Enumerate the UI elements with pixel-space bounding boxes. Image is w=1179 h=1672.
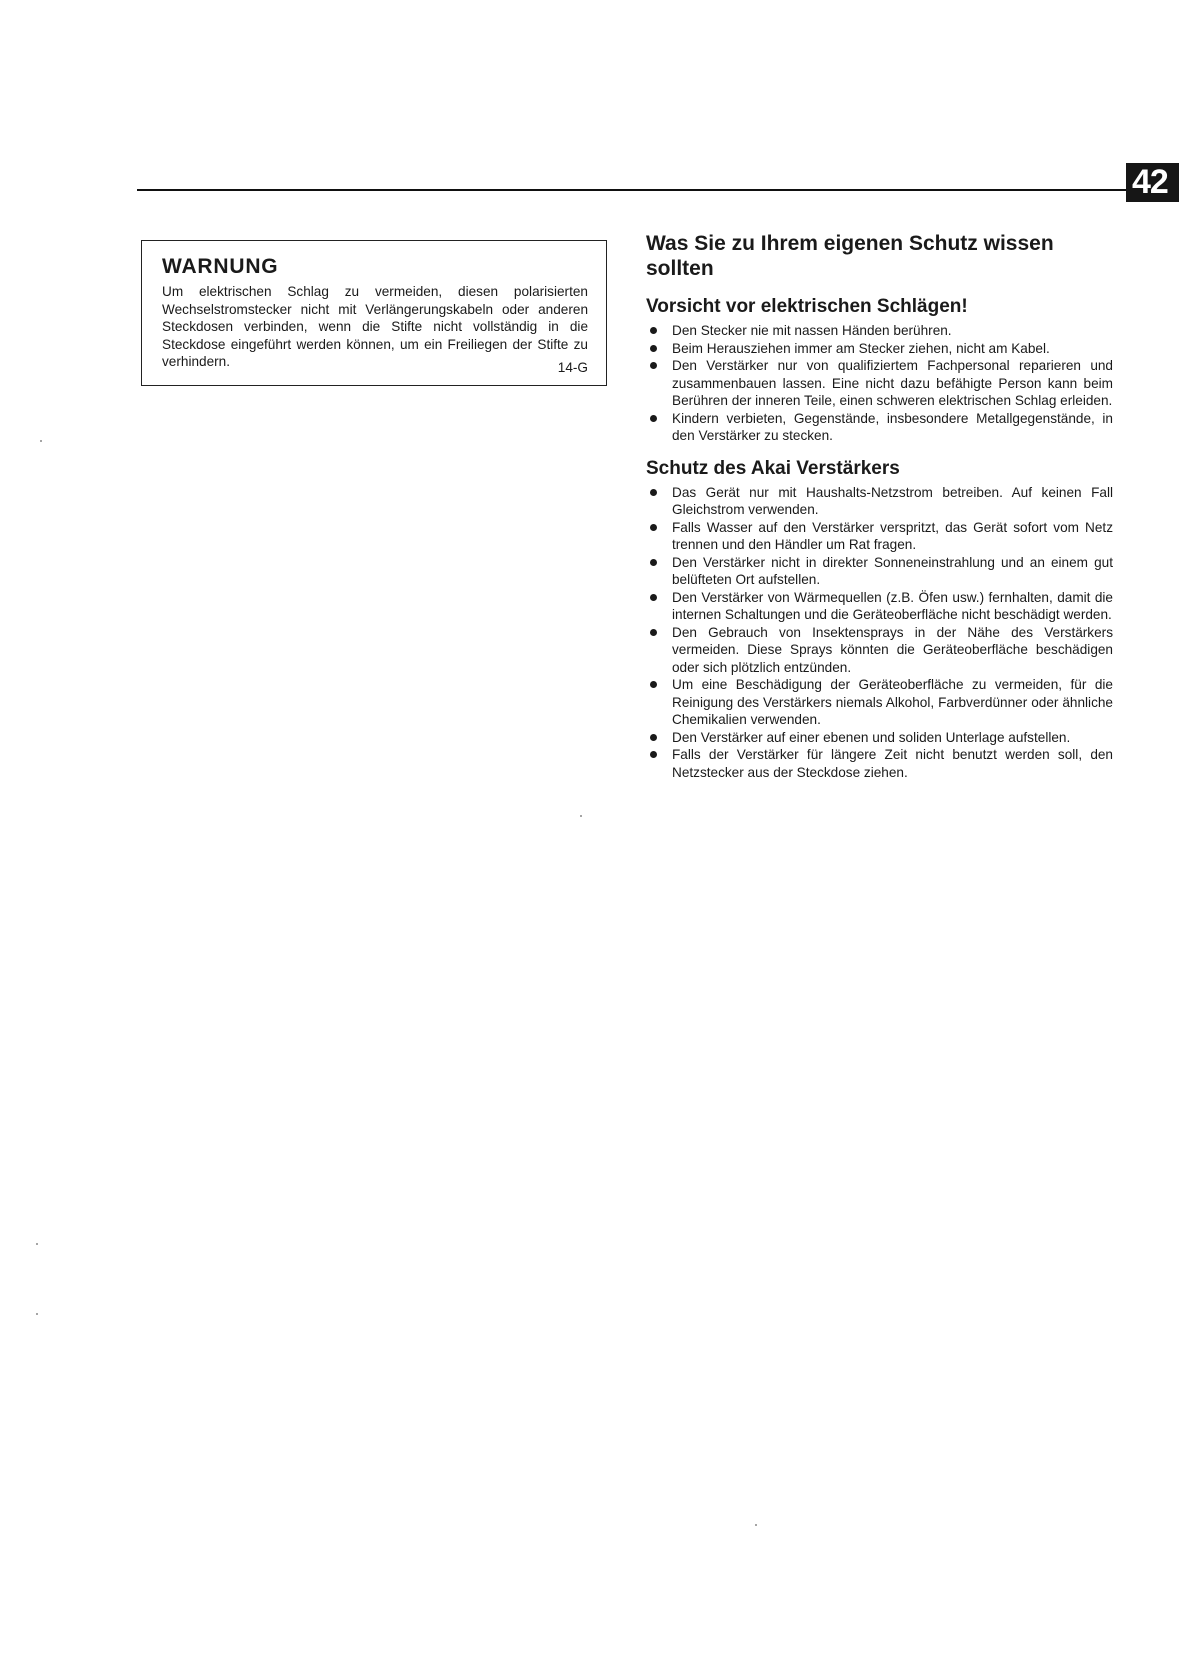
list-item: Den Verstärker auf einer ebenen und soliden Unterlage aufstellen. (646, 729, 1113, 747)
warning-code: 14-G (557, 360, 588, 375)
scan-speck (36, 1243, 38, 1245)
list-item: Falls Wasser auf den Verstärker verspritzt, das Gerät sofort vom Netz trennen und den Händler um Rat fragen. (646, 519, 1113, 554)
safety-column (646, 231, 1113, 781)
page-number-tab: 42 (1126, 163, 1179, 202)
scan-speck (40, 440, 42, 442)
header-rule (137, 189, 1139, 191)
scan-speck (755, 1524, 757, 1526)
list-item: Beim Herausziehen immer am Stecker ziehen, nicht am Kabel. (646, 340, 1113, 358)
list-item: Falls der Verstärker für längere Zeit nicht benutzt werden soll, den Netzstecker aus der Steckdose ziehen. (646, 746, 1113, 781)
warning-text: Um elektrischen Schlag zu vermeiden, diesen polarisierten Wechselstromstecker nicht mit Verlängerungskabeln oder anderen Steckdosen verbinden, wenn die Stifte nicht vollständig in die Steckdose eingeführt werden können, um ein Freiliegen der Stifte zu verhindern. (162, 284, 588, 370)
list-item: Den Verstärker von Wärmequellen (z.B. Öfen usw.) fernhalten, damit die internen Schaltungen und die Geräteoberfläche nicht beschädigt werden. (646, 589, 1113, 624)
section-heading-amplifier-protection: Schutz des Akai Verstärkers (646, 457, 900, 479)
list-item: Den Gebrauch von Insektensprays in der Nähe des Verstärkers vermeiden. Diese Sprays könnten die Geräteoberfläche beschädigen oder sich plötzlich entzünden. (646, 624, 1113, 677)
list-item: Kindern verbieten, Gegenstände, insbesondere Metallgegenstände, in den Verstärker zu stecken. (646, 410, 1113, 445)
page-title: Was Sie zu Ihrem eigenen Schutz wissen sollten (646, 232, 1054, 280)
list-item: Den Verstärker nur von qualifiziertem Fachpersonal reparieren und zusammenbauen lassen. Eine nicht dazu befähigte Person kann beim Berühren der inneren Teile, einen schweren elektrischen Schlag erleiden. (646, 357, 1113, 410)
electric-shock-list (646, 322, 1113, 445)
scan-speck (36, 1313, 38, 1315)
warning-box (141, 240, 607, 386)
list-item: Den Stecker nie mit nassen Händen berühren. (646, 322, 1113, 340)
list-item: Das Gerät nur mit Haushalts-Netzstrom betreiben. Auf keinen Fall Gleichstrom verwenden. (646, 484, 1113, 519)
list-item: Den Verstärker nicht in direkter Sonneneinstrahlung und an einem gut belüfteten Ort aufstellen. (646, 554, 1113, 589)
section-heading-electric-shock: Vorsicht vor elektrischen Schlägen! (646, 296, 968, 317)
amplifier-protection-list (646, 484, 1113, 782)
warning-title: WARNUNG (162, 255, 279, 278)
list-item: Um eine Beschädigung der Geräteoberfläche zu vermeiden, für die Reinigung des Verstärkers niemals Alkohol, Farbverdünner oder ähnliche Chemikalien verwenden. (646, 676, 1113, 729)
scan-speck (580, 815, 582, 817)
